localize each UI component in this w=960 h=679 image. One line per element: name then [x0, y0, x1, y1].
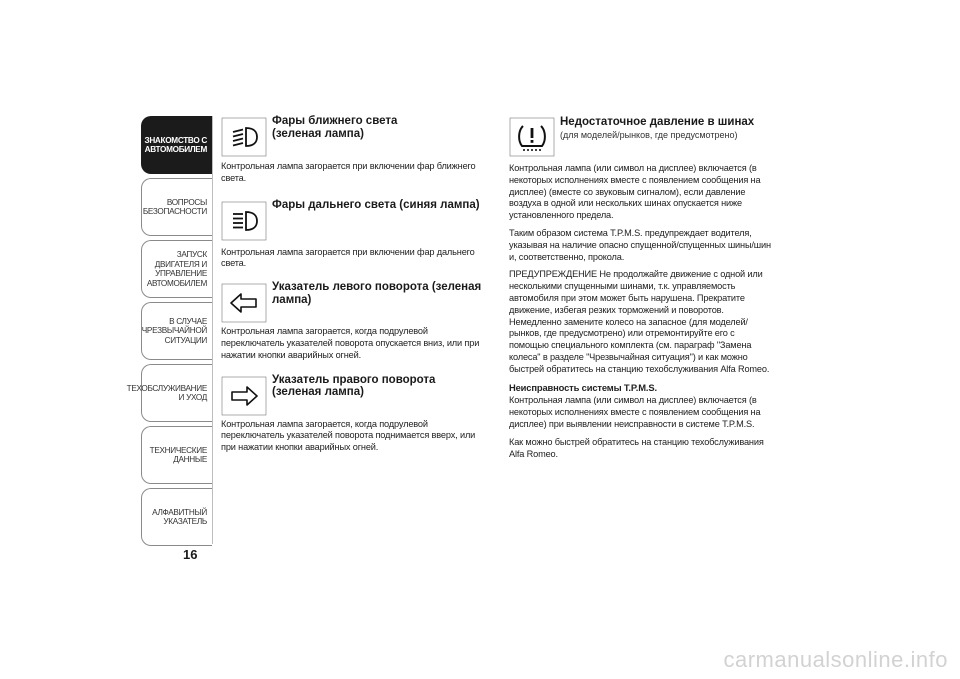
tpms-fault-heading: Неисправность системы T.P.M.S.	[509, 381, 657, 393]
tab-safety[interactable]: ВОПРОСЫ БЕЗОПАСНОСТИ	[141, 178, 212, 236]
tab-getting-to-know-car[interactable]: ЗНАКОМСТВО С АВТОМОБИЛЕМ	[141, 116, 212, 174]
tire-pressure-title: Недостаточное давление в шинах	[560, 116, 755, 128]
tire-pressure-subtitle: (для моделей/рынков, где предусмотрено)	[560, 129, 738, 140]
left-column	[221, 113, 491, 454]
tire-pressure-body	[509, 163, 771, 460]
paragraph-1: Контрольная лампа (или символ на дисплее) включается (в некоторых исполнениях вместе с появлением сообщения на дисплее) (вместе со звуковым сигналом), если давление воздуха в одной или нескольких шинах опускается ниже установленного предела.	[509, 163, 761, 221]
low-beam-text: Контрольная лампа загорается при включении фар ближнего света.	[221, 161, 476, 183]
tire-pressure-icon	[509, 117, 555, 157]
tab-index[interactable]: АЛФАВИТНЫЙ УКАЗАТЕЛЬ	[141, 488, 212, 546]
low-beam-section	[221, 113, 491, 185]
left-turn-text: Контрольная лампа загорается, когда подрулевой переключатель указателей поворота опускается вниз, или при нажатии кнопки аварийных огней.	[221, 326, 480, 360]
column-divider	[212, 116, 213, 544]
paragraph-5: Как можно быстрей обратитесь на станцию техобслуживания Alfa Romeo.	[509, 436, 764, 459]
high-beam-icon	[221, 201, 267, 241]
warning-paragraph: ПРЕДУПРЕЖДЕНИЕ Не продолжайте движение с одной или несколькими спущенными шинами, т.к. управляемость автомобиля при этом может быть нарушена. Прекратите движение, избегая резких торможений и поворотов. Немедленно замените колесо на запасное (для моделей/рынков, где предусмотрено) или отремонтируйте его с помощью специального комплекта (см. параграф "Замена колеса" в разделе "Чрезвычайная ситуация") и как можно быстрей обратитесь на станцию техобслуживания Alfa Romeo.	[509, 269, 770, 374]
right-arrow-icon	[221, 376, 267, 416]
tab-technical-data[interactable]: ТЕХНИЧЕСКИЕ ДАННЫЕ	[141, 426, 212, 484]
right-turn-title: Указатель правого поворота (зеленая лампа)	[272, 373, 436, 399]
chapter-tabs	[126, 116, 212, 550]
right-turn-text: Контрольная лампа загорается, когда подрулевой переключатель указателей поворота поднимается вверх, или при нажатии кнопки аварийных огней.	[221, 418, 476, 453]
tab-emergency[interactable]: В СЛУЧАЕ ЧРЕЗВЫЧАЙНОЙ СИТУАЦИИ	[141, 302, 212, 360]
left-arrow-icon	[221, 283, 267, 323]
paragraph-2: Таким образом система T.P.M.S. предупреждает водителя, указывая на наличие опасно спущенной/спущенных шины/шин и, соответственно, прокола.	[509, 227, 771, 262]
low-beam-icon	[221, 117, 267, 157]
tab-maintenance[interactable]: ТЕХОБСЛУЖИВАНИЕ И УХОД	[141, 364, 212, 422]
high-beam-text: Контрольная лампа загорается при включении фар дальнего света.	[221, 246, 475, 269]
low-beam-title: Фары ближнего света (зеленая лампа)	[272, 115, 398, 140]
tire-pressure-header	[509, 113, 771, 157]
paragraph-4: Контрольная лампа (или символ на дисплее) включается (в некоторых исполнениях вместе с появлением сообщения на дисплее) при выявлении неисправности в системе T.P.M.S.	[509, 395, 761, 429]
left-turn-title: Указатель левого поворота (зеленая лампа)	[272, 281, 482, 306]
high-beam-section	[221, 197, 491, 271]
right-column	[509, 113, 771, 466]
watermark: carmanualsonline.info	[723, 647, 948, 672]
page-number: 16	[183, 547, 198, 562]
tab-starting-driving[interactable]: ЗАПУСК ДВИГАТЕЛЯ И УПРАВЛЕНИЕ АВТОМОБИЛЕМ	[141, 240, 212, 298]
left-turn-section	[221, 279, 491, 361]
right-turn-section	[221, 372, 491, 454]
high-beam-title: Фары дальнего света (синяя лампа)	[272, 198, 480, 211]
